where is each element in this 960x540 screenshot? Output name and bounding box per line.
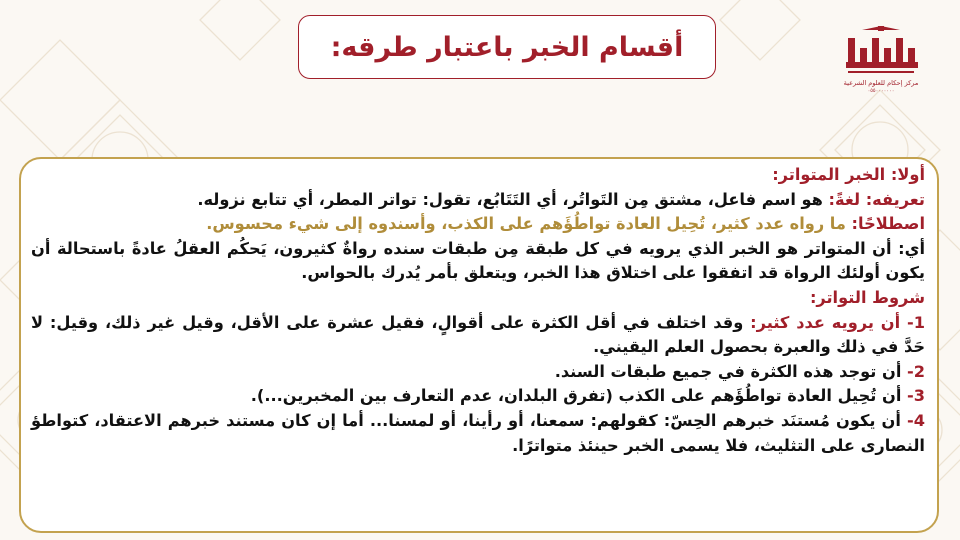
- section-heading: أولا: الخبر المتواتر:: [772, 165, 925, 184]
- istilah-label: اصطلاحًا:: [851, 214, 925, 234]
- conditions-heading: شروط التواتر:: [809, 287, 925, 307]
- condition-item: 4- أن يكون مُستنَد خبرهم الحِسّ: كقولهم: سمعنا، أو رأينا، أو لمسنا... أما إن كان مستند خبرهم الاعتقاد، كتواطؤ النصارى على التثليث، فلا يسمى الخبر حينئذ متواترًا.: [31, 410, 925, 455]
- istilah-text: ما رواه عدد كثير، تُحِيل العادة تواطُؤَهم على الكذب، وأسندوه إلى شيء محسوس.: [206, 214, 852, 234]
- explanation-text: أن المتواتر هو الخبر الذي يرويه في كل طبقة مِن طبقات سنده رواةٌ كثيرون، يَحكُم العقلُ عادةً باستحالة أن يكون أولئك الرواة قد اتفقوا على اختلاق هذا الخبر، ويتعلق بأمر يُدرك بالحواس.: [31, 238, 925, 283]
- title-box: [298, 15, 716, 79]
- definition-text: هو اسم فاعل، مشتق مِن التَواتُر، أي التَتَابُع، تقول: تواتر المطر، أي تتابع نزوله.: [197, 189, 829, 209]
- logo-number: ٠٥٥٠٠٠٠٠٠٠: [867, 88, 895, 94]
- condition-item: 3- أن تُحِيل العادة تواطُؤَهم على الكذب (تفرق البلدان، عدم التعارف بين المخبرين...).: [250, 386, 925, 406]
- condition-item: 1- أن يرويه عدد كثير: وقد اختلف في أقل الكثرة على أقوالٍ، فقيل عشرة على الأقل، وقيل غير ذلك، وقيل: لا حَدَّ في ذلك والعبرة بحصول العلم اليقيني.: [31, 312, 925, 357]
- content-text: [31, 163, 925, 458]
- condition-item: 2- أن توجد هذه الكثرة في جميع طبقات السند.: [554, 361, 925, 381]
- slide-title: أقسام الخبر باعتبار طرقه:: [330, 31, 684, 63]
- logo-subtitle: مركز إحكام للعلوم الشرعية: [843, 79, 919, 87]
- logo: [840, 26, 922, 96]
- explanation-line: [31, 237, 925, 286]
- content-box: [19, 157, 939, 533]
- logo-emblem-icon: [840, 26, 922, 78]
- definition-line: [31, 188, 925, 213]
- explanation-label: أي:: [898, 238, 925, 258]
- istilah-line: [31, 212, 925, 237]
- definition-label: تعريفه: لغةً:: [828, 189, 925, 209]
